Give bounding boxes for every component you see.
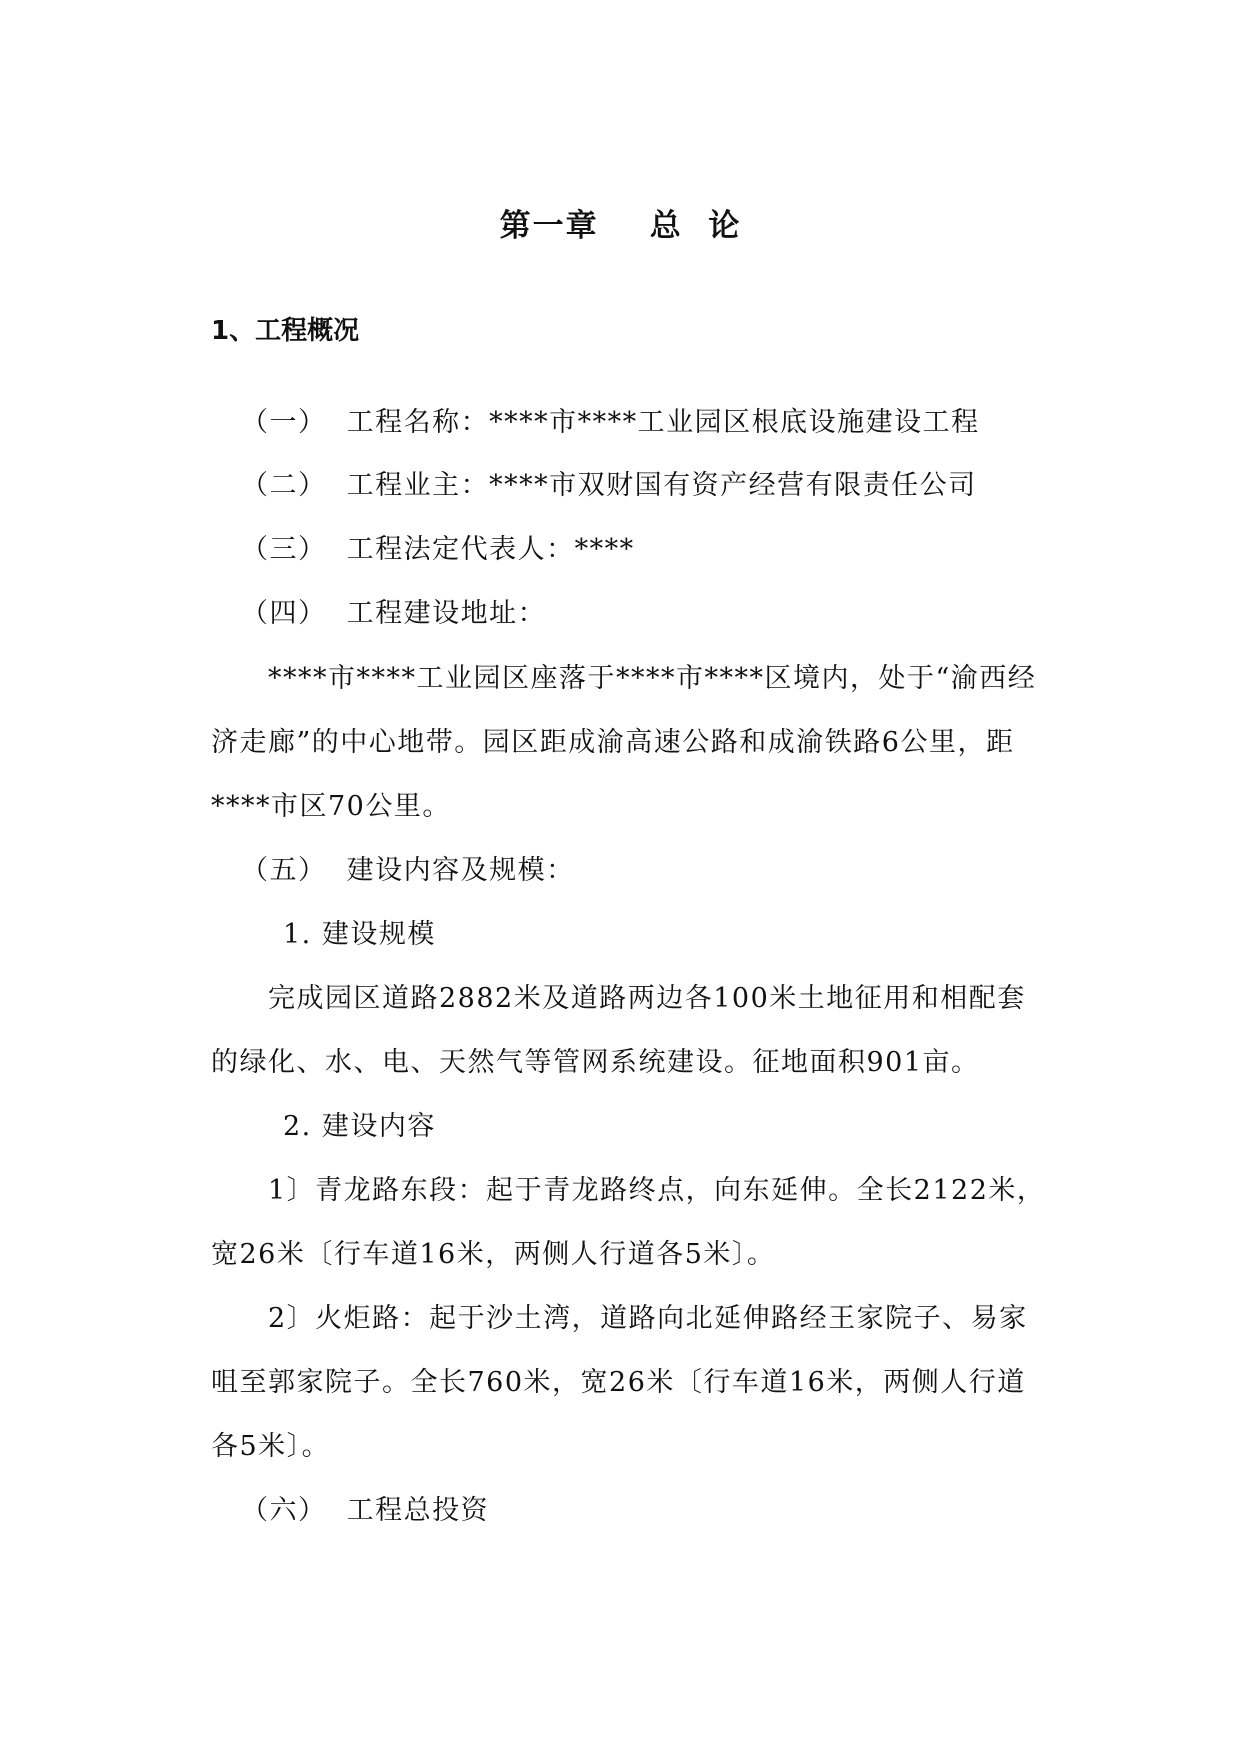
project-owner-line: （二） 工程业主：****市双财国有资产经营有限责任公司: [241, 470, 977, 501]
project-name-line: （一） 工程名称：****市****工业园区根底设施建设工程: [241, 407, 980, 438]
scale-paragraph-line-1: 完成园区道路2882米及道路两边各100米土地征用和相配套: [268, 983, 1026, 1014]
section-heading: 1、工程概况: [211, 316, 360, 346]
huoju-road-line-2: 咀至郭家院子。全长760米，宽26米〔行车道16米，两侧人行道: [211, 1367, 1026, 1398]
scale-paragraph-line-2: 的绿化、水、电、天然气等管网系统建设。征地面积901亩。: [211, 1047, 980, 1078]
qinglong-road-line-2: 宽26米〔行车道16米，两侧人行道各5米〕。: [211, 1239, 776, 1270]
construction-address-line: （四） 工程建设地址：: [241, 598, 547, 629]
total-investment-line: （六） 工程总投资: [241, 1495, 490, 1526]
address-paragraph-line-1: ****市****工业园区座落于****市****区境内，处于“渝西经: [268, 663, 1037, 694]
content-subheading: 2. 建设内容: [283, 1111, 436, 1142]
chapter-title: 第一章 总 论: [499, 208, 742, 244]
scale-subheading: 1. 建设规模: [283, 919, 436, 950]
huoju-road-line-1: 2〕火炬路：起于沙土湾，道路向北延伸路经王家院子、易家: [268, 1303, 1028, 1334]
address-paragraph-line-2: 济走廊”的中心地带。园区距成渝高速公路和成渝铁路6公里，距: [211, 727, 1015, 758]
construction-scope-line: （五） 建设内容及规模：: [241, 855, 575, 886]
qinglong-road-line-1: 1〕青龙路东段：起于青龙路终点，向东延伸。全长2122米，: [268, 1175, 1046, 1206]
huoju-road-line-3: 各5米〕。: [211, 1431, 331, 1462]
address-paragraph-line-3: ****市区70公里。: [211, 791, 451, 822]
legal-representative-line: （三） 工程法定代表人：****: [241, 534, 635, 565]
